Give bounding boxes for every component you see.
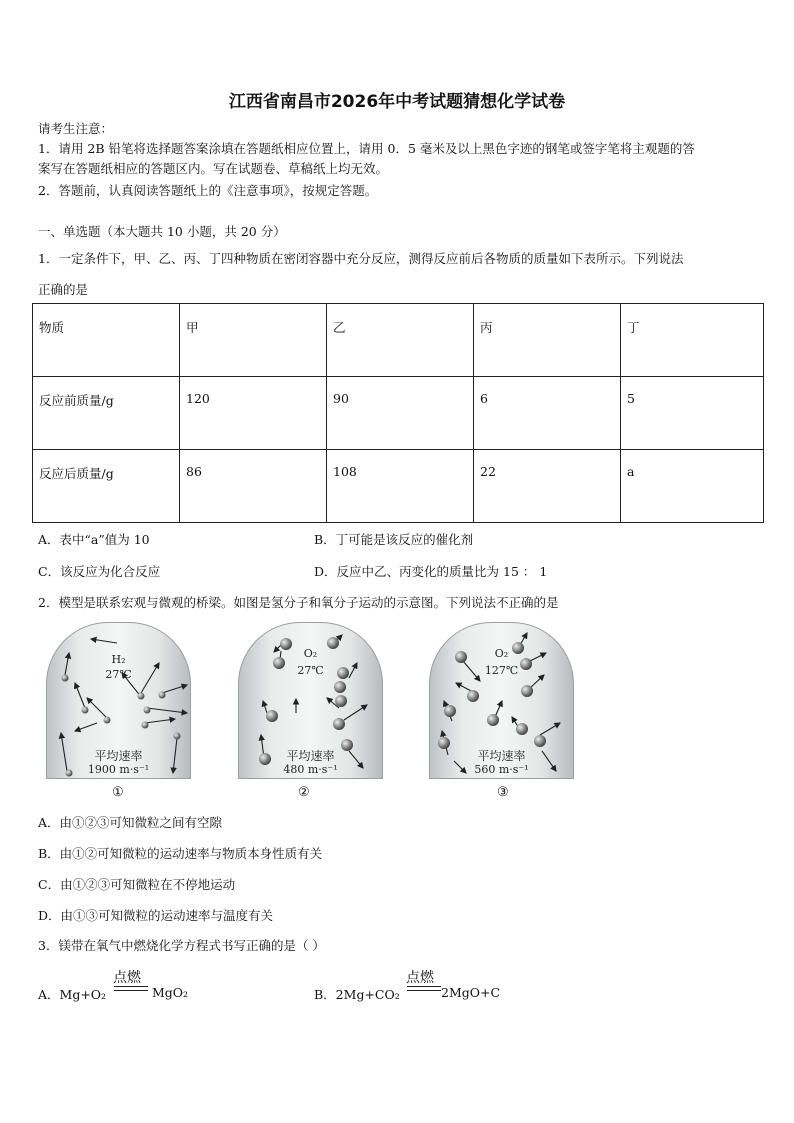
page-title: 江西省南昌市2026年中考试题猜想化学试卷 — [228, 92, 566, 112]
notice-heading: 请考生注意： — [38, 121, 114, 136]
q3-option-b-condition: 点燃 — [406, 970, 434, 986]
equals-sign — [114, 986, 148, 991]
table-cell: 反应后质量/g — [33, 450, 180, 523]
notice-item-1-line-1: 1．请用 2B 铅笔将选择题答案涂填在答题纸相应位置上，请用 0．5 毫米及以上黑色字迹的钢笔或签字笔将主观题的答 — [38, 141, 695, 156]
speed-value: 560 m·s⁻¹ — [474, 763, 529, 776]
gas-formula: O₂ — [303, 647, 318, 660]
molecule-figure-h2 — [46, 622, 191, 779]
table-row — [33, 377, 764, 450]
table-header-row — [33, 304, 764, 377]
gas-formula: O₂ — [494, 647, 509, 660]
table-cell: 5 — [621, 377, 764, 450]
table-cell: 丙 — [474, 304, 621, 377]
table-cell: 86 — [180, 450, 327, 523]
table-cell: 90 — [327, 377, 474, 450]
temperature-label: 27℃ — [297, 664, 324, 677]
figure-number: ① — [112, 785, 124, 800]
q1-option-a: A．表中“a”值为 10 — [38, 532, 150, 547]
table-cell: 120 — [180, 377, 327, 450]
table-cell: 甲 — [180, 304, 327, 377]
table-row — [33, 450, 764, 523]
q1-option-c: C．该反应为化合反应 — [38, 564, 161, 579]
q3-option-a-product: MgO₂ — [152, 985, 189, 1000]
q2-option-b: B．由①②可知微粒的运动速率与物质本身性质有关 — [38, 846, 323, 861]
q2-option-d: D．由①③可知微粒的运动速率与温度有关 — [38, 908, 274, 923]
table-cell: 108 — [327, 450, 474, 523]
q2-option-c: C．由①②③可知微粒在不停地运动 — [38, 877, 236, 892]
temperature-label: 27℃ — [105, 668, 132, 681]
q3-option-b-product: 2MgO+C — [441, 985, 501, 1000]
table-cell: 物质 — [33, 304, 180, 377]
temperature-label: 127℃ — [484, 664, 519, 677]
table-cell: 22 — [474, 450, 621, 523]
figure-number: ② — [298, 785, 310, 800]
molecule-figure-o2-27 — [238, 622, 383, 779]
speed-caption: 平均速率 — [94, 749, 143, 763]
figure-number: ③ — [497, 785, 509, 800]
table-cell: a — [621, 450, 764, 523]
q3-option-b-reactants: B．2Mg+CO₂ — [314, 987, 400, 1002]
q1-option-d: D．反应中乙、丙变化的质量比为 15 ： 1 — [314, 564, 548, 579]
q3-option-a-reactants: A．Mg+O₂ — [38, 987, 107, 1002]
q1-option-b: B．丁可能是该反应的催化剂 — [314, 532, 474, 547]
q1-mass-table — [32, 303, 764, 523]
q3-option-a-condition: 点燃 — [113, 970, 141, 986]
speed-caption: 平均速率 — [477, 749, 526, 763]
speed-value: 1900 m·s⁻¹ — [87, 763, 150, 776]
q1-stem-line-2: 正确的是 — [38, 282, 89, 297]
molecule-figure-o2-127 — [429, 622, 574, 779]
speed-value: 480 m·s⁻¹ — [283, 763, 338, 776]
notice-item-1-line-2: 案写在答题纸相应的答题区内。写在试题卷、草稿纸上均无效。 — [38, 161, 389, 176]
q2-stem: 2．模型是联系宏观与微观的桥梁。如图是氢分子和氧分子运动的示意图。下列说法不正确的是 — [38, 595, 559, 610]
table-cell: 反应前质量/g — [33, 377, 180, 450]
gas-formula: H₂ — [111, 653, 126, 666]
section-heading: 一、单选题（本大题共 10 小题，共 20 分） — [38, 224, 286, 239]
q1-stem-line-1: 1．一定条件下，甲、乙、丙、丁四种物质在密闭容器中充分反应，测得反应前后各物质的质量如下表所示。下列说法 — [38, 251, 684, 266]
table-cell: 丁 — [621, 304, 764, 377]
q2-option-a: A．由①②③可知微粒之间有空隙 — [38, 815, 223, 830]
speed-caption: 平均速率 — [286, 749, 335, 763]
equals-sign — [407, 986, 441, 991]
notice-item-2: 2．答题前，认真阅读答题纸上的《注意事项》，按规定答题。 — [38, 183, 378, 198]
q3-stem: 3．镁带在氧气中燃烧化学方程式书写正确的是（ ） — [38, 938, 325, 953]
table-cell: 6 — [474, 377, 621, 450]
table-cell: 乙 — [327, 304, 474, 377]
